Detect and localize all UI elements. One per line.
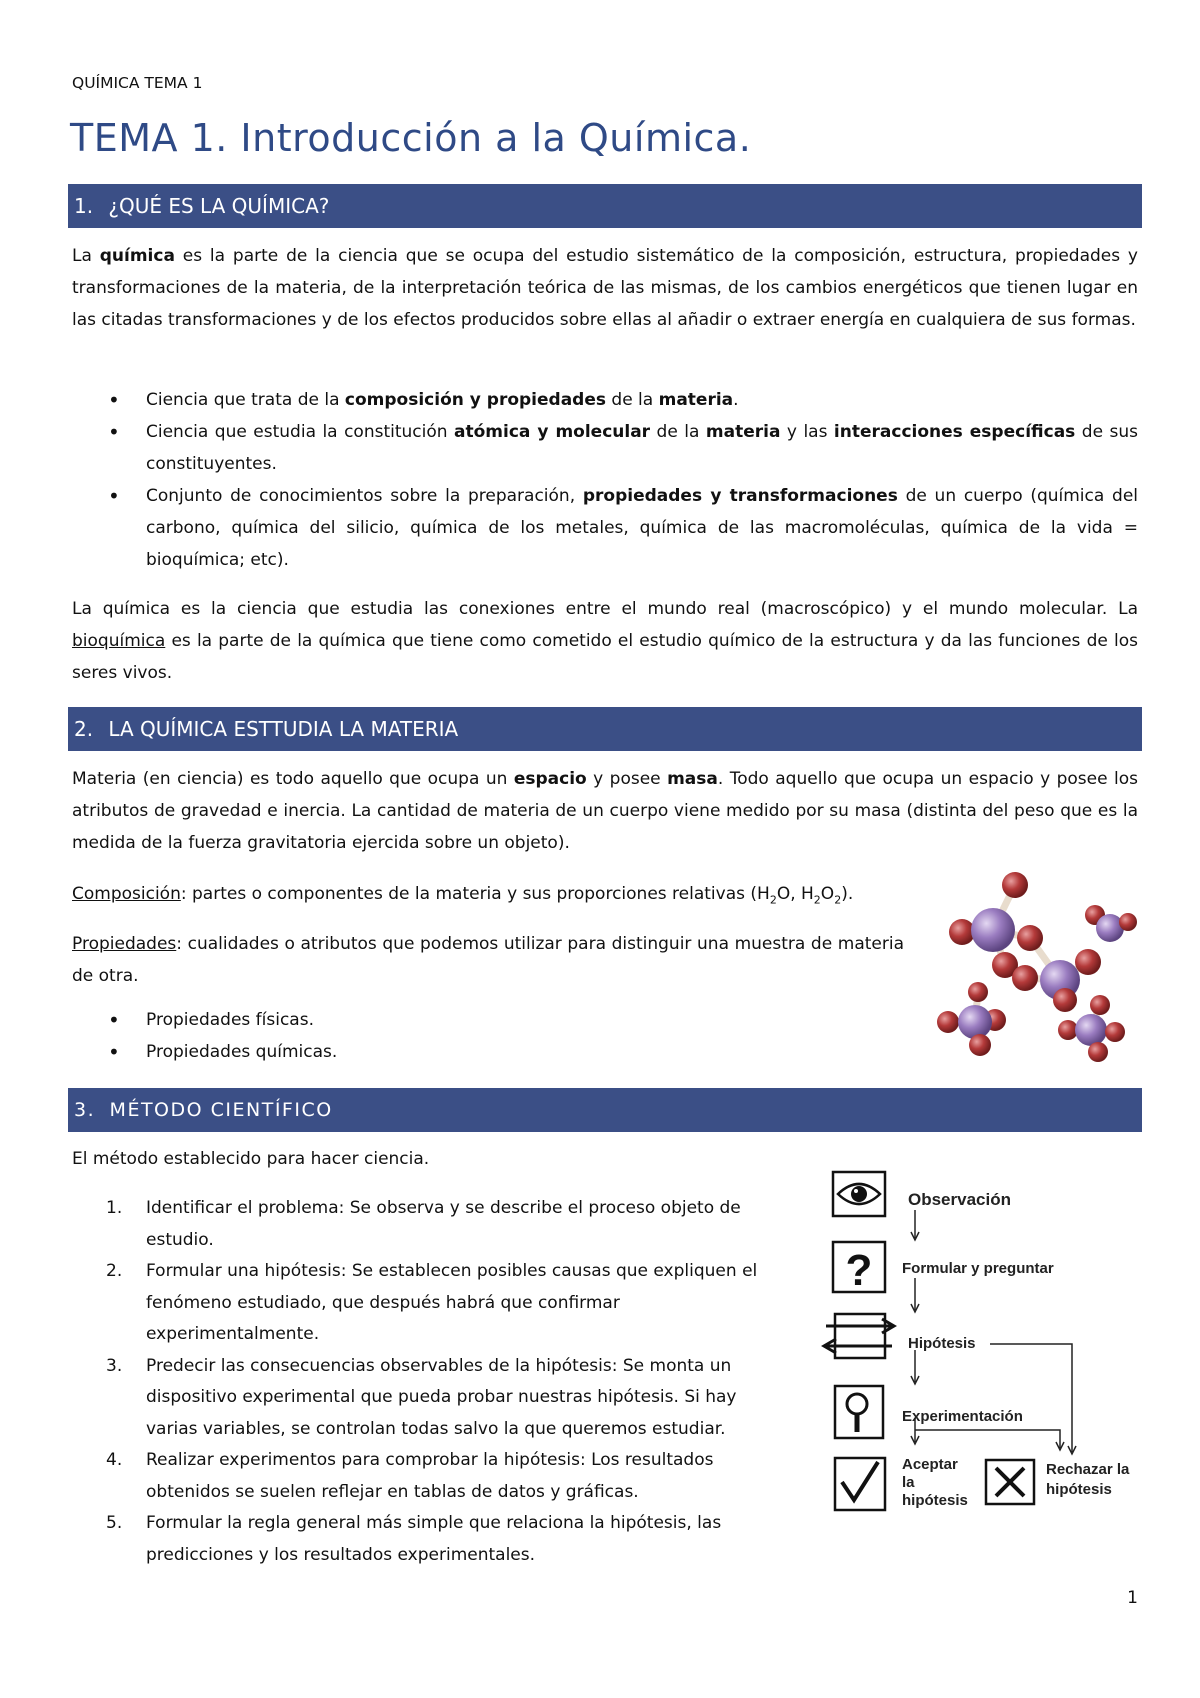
flow-observacion: Observación <box>908 1190 1011 1209</box>
bold-term: composición y propiedades <box>344 390 606 410</box>
bold-term: materia <box>658 390 734 410</box>
magnifier-icon <box>835 1386 883 1438</box>
text: ). <box>841 884 854 904</box>
list-item <box>72 384 1138 416</box>
underlined-term: Propiedades <box>72 934 177 954</box>
molecule-illustration <box>920 870 1150 1070</box>
text: hipótesis <box>902 1492 968 1509</box>
text: es la parte de la ciencia que se ocupa del estudio sistemático de la composición, estructura, propiedades y transformaciones de la materia, de la interpretación teórica de las mismas, de los cambios energéticos que tienen lugar en las citadas transformaciones y de los efectos producidos sobre ellas al añadir o extraer energía en cualquiera de sus formas. <box>72 246 1138 330</box>
text: y las <box>780 422 834 442</box>
list-item <box>72 1445 812 1508</box>
text: O, H <box>776 884 814 904</box>
text: Identificar el problema: Se observa y se describe el proceso objeto de <box>146 1198 741 1218</box>
text: Formular una hipótesis: Se establecen posibles causas que expliquen el <box>146 1261 758 1281</box>
subscript: 2 <box>813 893 821 907</box>
text: es la parte de la química que tiene como cometido el estudio químico de la estructura y da las funciones de los seres vivos. <box>72 631 1138 683</box>
list-item <box>72 1004 872 1036</box>
text: Ciencia que estudia la constitución <box>146 422 455 442</box>
list-item <box>72 1351 812 1446</box>
text: experimentalmente. <box>146 1324 320 1344</box>
text: Rechazar la <box>1046 1461 1130 1478</box>
text: : cualidades o atributos que podemos utilizar para distinguir una muestra de materia de otra. <box>72 934 904 986</box>
list-item <box>72 416 1138 480</box>
flow-experimentacion: Experimentación <box>902 1408 1023 1425</box>
subscript: 2 <box>769 893 777 907</box>
text: dispositivo experimental que pueda probar nuestras hipótesis. Si hay <box>146 1387 737 1407</box>
list-item <box>72 1256 812 1351</box>
text: la <box>902 1474 915 1491</box>
method-steps-list <box>72 1193 812 1571</box>
list-item <box>72 1036 872 1068</box>
text: O <box>820 884 835 904</box>
text: Predecir las consecuencias observables de la hipótesis: Se monta un <box>146 1355 732 1376</box>
step-number: 1. <box>106 1198 123 1218</box>
flow-formular: Formular y preguntar <box>902 1260 1054 1277</box>
section-1-paragraph-2 <box>72 593 1138 689</box>
section-number: 3. <box>74 1099 96 1121</box>
text: de sus constituyentes. <box>146 422 1138 474</box>
diagram-graphics <box>820 1160 1160 1560</box>
text: Materia (en ciencia) es todo aquello que ocupa un <box>72 769 514 789</box>
propiedades-paragraph <box>72 928 904 992</box>
text: La química es la ciencia que estudia las conexiones entre el mundo real (macroscópico) y el mundo molecular. La <box>72 599 1138 619</box>
svg-text:?: ? <box>845 1246 873 1295</box>
section-3-intro: El método establecido para hacer ciencia. <box>72 1149 430 1169</box>
step-number: 5. <box>106 1513 123 1533</box>
page-header: QUÍMICA TEMA 1 <box>72 74 203 92</box>
arrows-icon <box>824 1314 894 1358</box>
section-title: ¿QUÉ ES LA QUÍMICA? <box>108 194 330 218</box>
bullet-icon: • <box>108 484 120 508</box>
check-icon <box>835 1458 885 1510</box>
underlined-term: bioquímica <box>72 631 166 651</box>
text: de la <box>650 422 706 442</box>
section-1-heading <box>68 184 1142 228</box>
bullet-icon: • <box>108 1040 120 1064</box>
text: hipótesis <box>1046 1481 1112 1498</box>
section-title: LA QUÍMICA ESTTUDIA LA MATERIA <box>108 717 459 741</box>
text: Realizar experimentos para comprobar la hipótesis: Los resultados <box>146 1450 714 1470</box>
text: . <box>733 390 739 410</box>
section-number: 2. <box>74 717 94 741</box>
text: y posee <box>586 769 668 789</box>
text: de un cuerpo (química del carbono, química del silicio, química de los metales, química de las macromoléculas, química de la vida = bioquímica; etc). <box>146 486 1138 570</box>
bold-term: espacio <box>513 769 587 789</box>
text: Aceptar <box>902 1456 958 1473</box>
bold-term: química <box>99 246 175 266</box>
page-title: TEMA 1. Introducción a la Química. <box>70 116 752 160</box>
composicion-paragraph <box>72 878 912 916</box>
question-icon <box>833 1242 885 1295</box>
text: . Todo aquello que ocupa un espacio y posee los atributos de gravedad e inercia. La cantidad de materia de un cuerpo viene medido por su masa (distinta del peso que es la medida de la fuerza gravitatoria ejercida sobre un objeto). <box>72 769 1138 853</box>
bold-term: masa <box>667 769 718 789</box>
step-number: 2. <box>106 1261 123 1281</box>
text: La <box>72 246 100 266</box>
text: estudio. <box>146 1229 214 1250</box>
text: : partes o componentes de la materia y sus proporciones relativas (H <box>180 884 770 904</box>
bullet-icon: • <box>108 388 120 412</box>
section-2-bullet-list <box>72 1004 872 1068</box>
text: Formular la regla general más simple que relaciona la hipótesis, las <box>146 1513 722 1533</box>
text: Propiedades químicas. <box>146 1042 338 1062</box>
section-3-heading <box>68 1088 1142 1132</box>
text: fenómeno estudiado, que después habrá que confirmar <box>146 1292 620 1313</box>
section-2-paragraph-1 <box>72 763 1138 859</box>
list-item <box>72 480 1138 576</box>
eye-icon <box>833 1172 885 1216</box>
bold-term: propiedades y transformaciones <box>582 486 898 506</box>
section-1-bullet-list <box>72 384 1138 576</box>
bullet-icon: • <box>108 1008 120 1032</box>
step-number: 3. <box>106 1355 123 1376</box>
text: predicciones y los resultados experimentales. <box>146 1544 536 1565</box>
step-number: 4. <box>106 1450 123 1470</box>
text: Propiedades físicas. <box>146 1010 314 1030</box>
underlined-term: Composición <box>72 884 181 904</box>
bold-term: interacciones específicas <box>833 422 1076 442</box>
section-2-heading <box>68 707 1142 751</box>
bold-term: materia <box>705 422 781 442</box>
text: de la <box>606 390 659 410</box>
bullet-icon: • <box>108 420 120 444</box>
list-item <box>72 1508 812 1571</box>
text: obtenidos se suelen reflejar en tablas de datos y gráficas. <box>146 1481 639 1502</box>
section-1-paragraph-1 <box>72 240 1138 336</box>
text: Conjunto de conocimientos sobre la preparación, <box>146 486 583 506</box>
page-number: 1 <box>1127 1588 1138 1608</box>
flow-hipotesis: Hipótesis <box>908 1335 976 1352</box>
section-number: 1. <box>74 194 94 218</box>
scientific-method-diagram <box>820 1160 1160 1560</box>
flow-rechazar <box>1046 1460 1129 1500</box>
flow-aceptar <box>902 1456 968 1510</box>
subscript: 2 <box>834 893 842 907</box>
section-title: MÉTODO CIENTÍFICO <box>109 1099 333 1121</box>
bold-term: atómica y molecular <box>454 422 651 442</box>
text: Ciencia que trata de la <box>146 390 345 410</box>
list-item <box>72 1193 812 1256</box>
cross-icon <box>986 1460 1034 1504</box>
text: varias variables, se controlan todas salvo la que queremos estudiar. <box>146 1418 726 1439</box>
